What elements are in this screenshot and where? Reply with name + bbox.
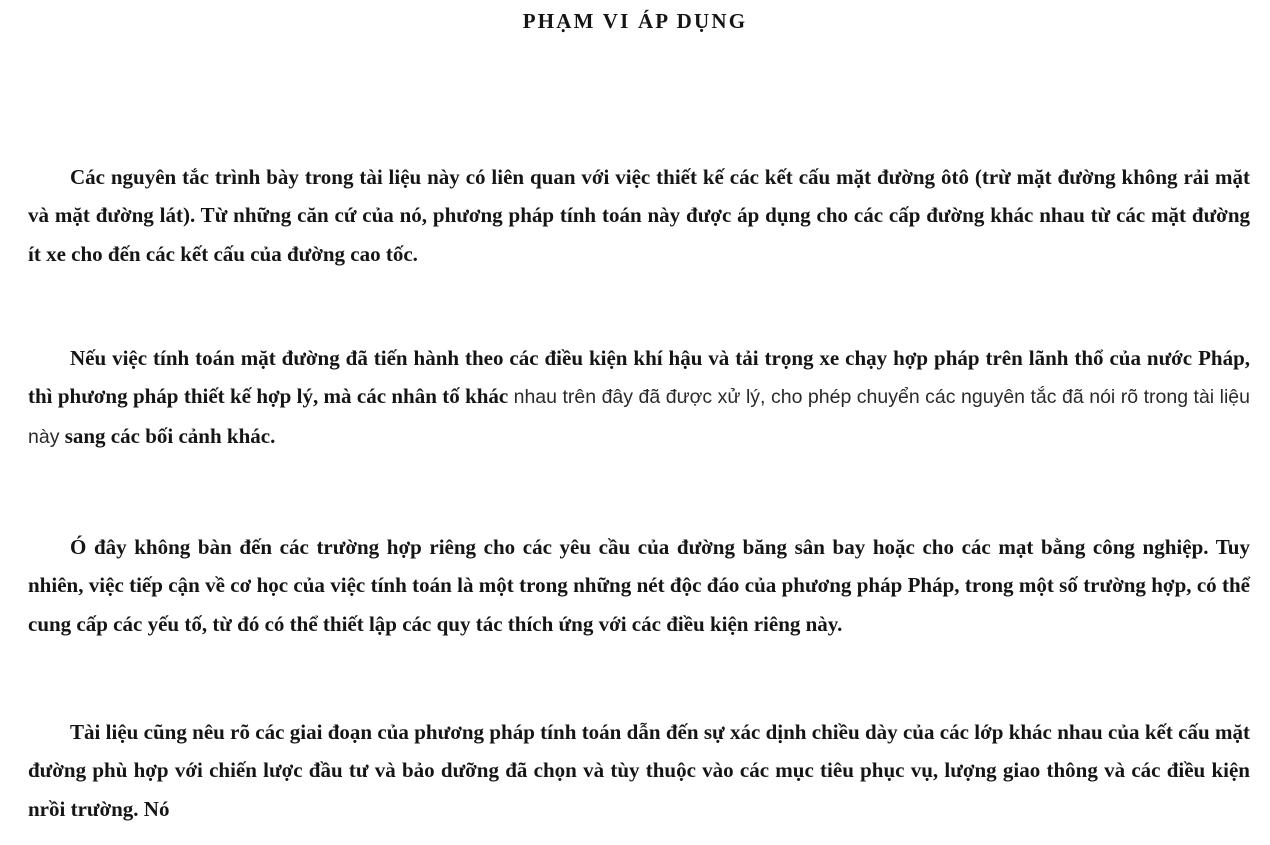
- paragraph-2-bold-text: Nếu việc tính toán mặt đường đã tiến hành theo các điều kiện khí hậu và tải trọng xe chạy hợp pháp trên lãnh thổ của nước Pháp, thì phương pháp thiết kế hợp lý, mà các nhân tố khác: [28, 346, 1250, 409]
- paragraph-2-bold-ending: sang các bối cảnh khác.: [64, 423, 276, 448]
- paragraph-2-plain-text: nhau trên đây đã được xử lý, cho phép chuyển các nguyên tắc đã nói rõ trong tài liệu này: [28, 386, 1250, 448]
- paragraph-scope-principles: Các nguyên tắc trình bày trong tài liệu này có liên quan với việc thiết kế các kết cấu mặt đường ôtô (trừ mặt đường không rải mặt và mặt đường lát). Từ những căn cứ của nó, phương pháp tính toán này được áp dụng cho các cấp đường khác nhau từ các mặt đường ít xe cho đến các kết cấu của đường cao tốc.: [28, 165, 1250, 266]
- paragraph-calculation-stages: Tài liệu cũng nêu rõ các giai đoạn của phương pháp tính toán dẫn đến sự xác dịnh chiều dày của các lớp khác nhau của kết cấu mặt đường phù hợp với chiến lược đầu tư và bảo dưỡng đã chọn và tùy thuộc vào các mục tiêu phục vụ, lượng giao thông và các điều kiện nrồi trường. Nó: [28, 720, 1250, 821]
- page-title: PHẠM VI ÁP DỤNG: [522, 9, 748, 33]
- paragraph-special-cases: Ó đây không bàn đến các trường hợp riêng cho các yêu cầu của đường băng sân bay hoặc cho các mạt bằng công nghiệp. Tuy nhiên, việc tiếp cận về cơ học của việc tính toán là một trong những nét độc đáo của phương pháp Pháp, trong một số trường hợp, có thể cung cấp các yếu tố, từ đó có thể thiết lập các quy tác thích ứng với các điều kiện riêng này.: [28, 535, 1250, 636]
- paragraph-calculation-conditions: [28, 339, 1250, 456]
